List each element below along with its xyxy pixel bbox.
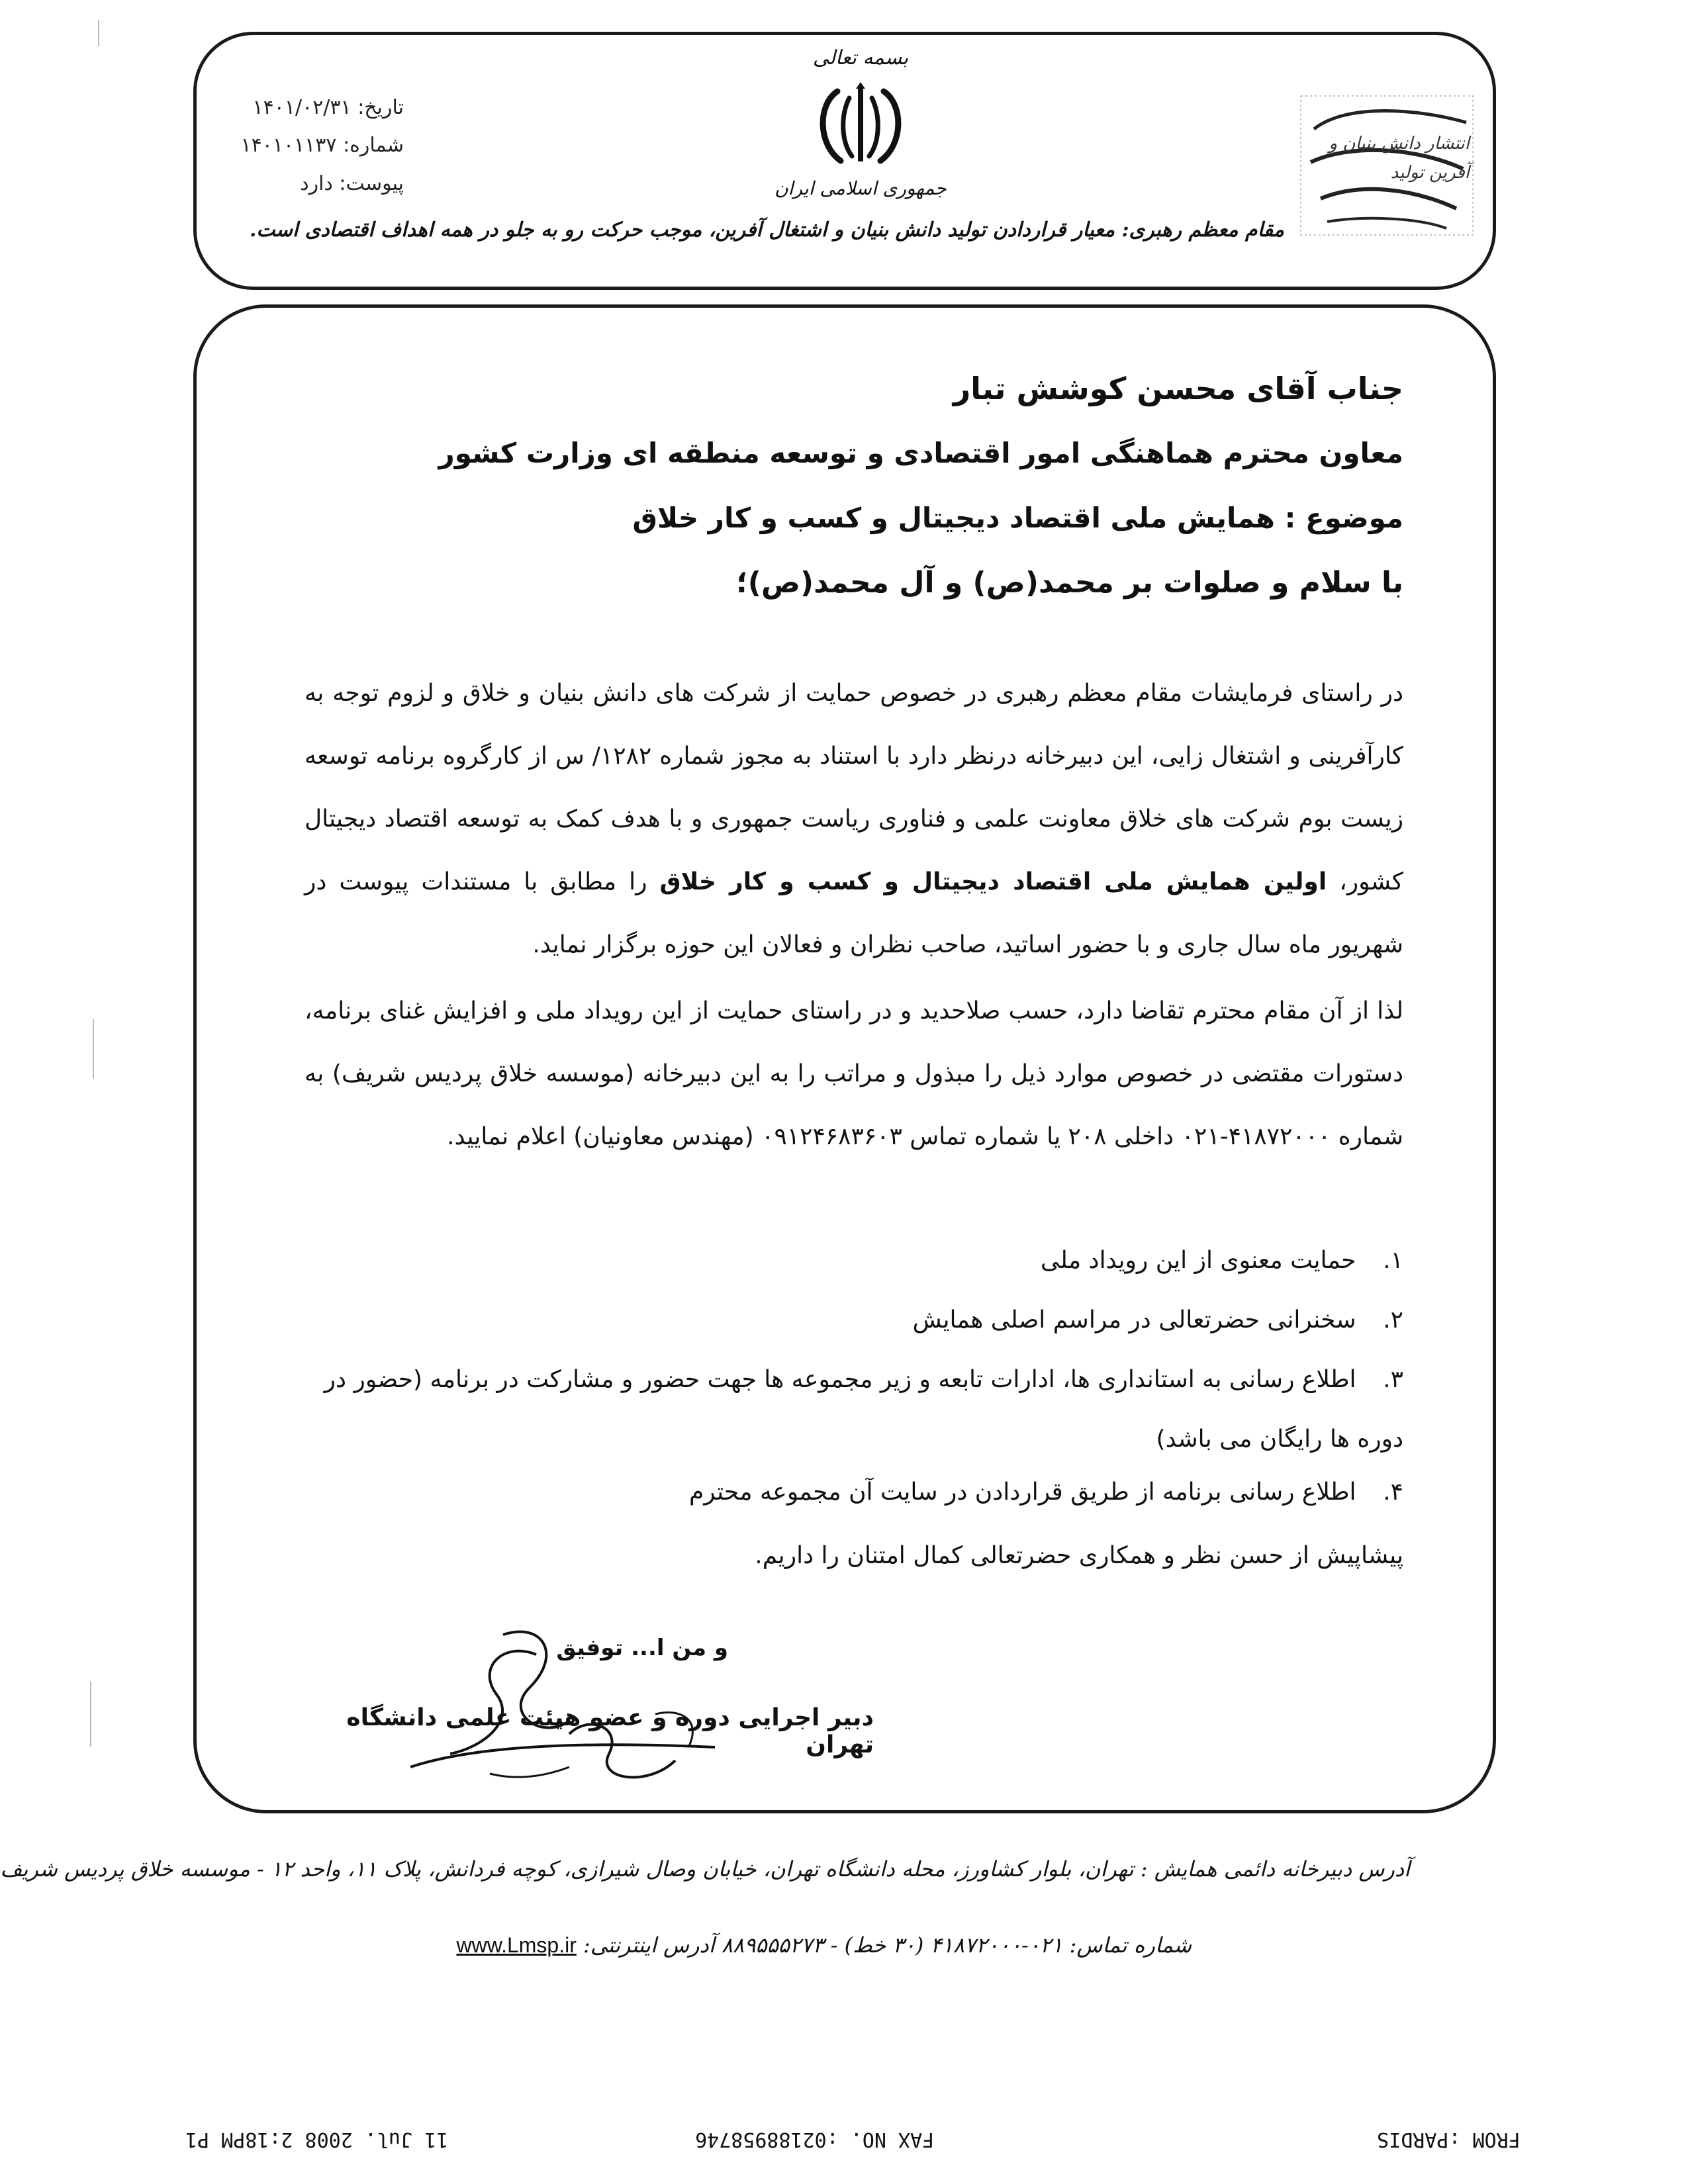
invocation-text: بسمه تعالی: [812, 46, 909, 69]
letter-greeting: با سلام و صلوات بر محمد(ص) و آل محمد(ص)؛: [736, 566, 1403, 600]
recipient: جناب آقای محسن کوشش تبار: [953, 371, 1403, 406]
attachment-row: [218, 172, 404, 195]
fax-from: FROM :PARDIS: [1377, 2128, 1521, 2151]
website-link[interactable]: www.Lmsp.ir: [456, 1933, 577, 1957]
paragraph-request: لذا از آن مقام محترم تقاضا دارد، حسب صلاحدید و در راستای حمایت از این رویداد ملی و افزایش غنای برنامه، دستورات مقتضی در خصوص موارد ذیل را مبذول و مراتب را به این دبیرخانه (موسسه خلاق پردیس شریف) به شماره ۴۱۸۷۲۰۰۰-۰۲۱ داخلی ۲۰۸ یا شماره تماس ۰۹۱۲۴۶۸۳۶۰۳ (مهندس معاونیان) اعلام نمایید.: [305, 997, 1403, 1150]
signature-prayer: و من ا... توفیق: [556, 1635, 728, 1661]
date-value: ۱۴۰۱/۰۲/۳۱: [252, 96, 352, 119]
attachment-value: دارد: [300, 172, 333, 195]
footer-contact: [397, 1933, 1192, 1958]
request-item-number: ۱.: [1383, 1247, 1403, 1274]
attachment-label: پیوست:: [339, 172, 404, 195]
request-item: [305, 1291, 1403, 1350]
request-item: [305, 1350, 1403, 1469]
fax-datetime: 11 Jul. 2008 2:18PM P1: [185, 2128, 449, 2151]
signature-title: دبیر اجرایی دوره و عضو هیئت علمی دانشگاه تهران: [346, 1704, 874, 1758]
phone-value: ۰۲۱-۴۱۸۷۲۰۰۰ (۳۰ خط) - ۸۸۹۵۵۵۲۷۳: [721, 1933, 1063, 1958]
scan-mark: [90, 1681, 91, 1747]
number-value: ۱۴۰۱۰۱۱۳۷: [240, 134, 337, 157]
date-row: [218, 96, 404, 119]
request-item-number: ۴.: [1383, 1479, 1403, 1506]
handwritten-signature: [371, 1615, 768, 1800]
letter-subject: موضوع : همایش ملی اقتصاد دیجیتال و کسب و کار خلاق: [632, 502, 1403, 534]
paragraph-intro: [305, 662, 1403, 976]
closing-line: پیشاپیش از حسن نظر و همکاری حضرتعالی کمال امتنان را داریم.: [755, 1542, 1403, 1569]
request-item-text: اطلاع رسانی برنامه از طریق قراردادن در سایت آن مجموعه محترم: [688, 1479, 1356, 1506]
scan-mark: [93, 1019, 94, 1079]
conference-title-inline: اولین همایش ملی اقتصاد دیجیتال و کسب و کار خلاق: [659, 868, 1327, 895]
request-item-number: ۳.: [1383, 1366, 1403, 1393]
request-item-number: ۲.: [1383, 1306, 1403, 1334]
iran-emblem: [811, 78, 910, 171]
request-item: [305, 1231, 1403, 1291]
paragraph-intro-end: را مطابق با مستندات پیوست در شهریور ماه سال جاری و با حضور اساتید، صاحب نظران و فعالان این حوزه برگزار نماید.: [305, 868, 1403, 958]
footer-address: آدرس دبیرخانه دائمی همایش : تهران، بلوار کشاورز، محله دانشگاه تهران، خیابان وصال شیرازی، کوچه فردانش، پلاک ۱۱، واحد ۱۲ - موسسه خلاق پردیس شریف: [0, 1856, 1410, 1882]
request-item-text: سخنرانی حضرتعالی در مراسم اصلی همایش: [912, 1306, 1356, 1334]
request-item-text: حمایت معنوی از این رویداد ملی: [1040, 1247, 1356, 1274]
logo-text: انتشار دانش بنیان و آفرین تولید: [1329, 134, 1470, 183]
header-slogan: مقام معظم رهبری: معیار قراردادن تولید دانش بنیان و اشتغال آفرین، موجب حرکت رو به جلو در همه اهداف اقتصادی است.: [249, 218, 1284, 242]
scan-mark: [98, 20, 99, 46]
request-item: [305, 1463, 1403, 1522]
number-label: شماره:: [343, 134, 404, 157]
paragraph-intro-start: در راستای فرمایشات مقام معظم رهبری در خصوص حمایت از شرکت های دانش بنیان و خلاق و لزوم توجه به کارآفرینی و اشتغال زایی، این دبیرخانه درنظر دارد با استناد به مجوز شماره ۱۲۸۲/ س از کارگروه برنامه توسعه زیست بوم شرکت های خلاق معاونت علمی و فناوری ریاست جمهوری و با هدف کمک به توسعه اقتصاد دیجیتال کشور،: [305, 680, 1404, 895]
number-row: [218, 134, 404, 157]
emblem-caption: جمهوری اسلامی ایران: [774, 177, 947, 199]
website-label: آدرس اینترنتی:: [583, 1933, 715, 1958]
recipient-position: معاون محترم هماهنگی امور اقتصادی و توسعه منطقه ای وزارت کشور: [438, 437, 1403, 469]
date-label: تاریخ:: [357, 96, 404, 119]
phone-label: شماره تماس:: [1069, 1933, 1192, 1958]
request-item-text: اطلاع رسانی به استانداری ها، ادارات تابعه و زیر مجموعه ها جهت حضور و مشارکت در برنامه (حضور در دوره ها رایگان می باشد): [324, 1366, 1403, 1453]
fax-number: FAX NO. :02188958746: [695, 2128, 935, 2151]
